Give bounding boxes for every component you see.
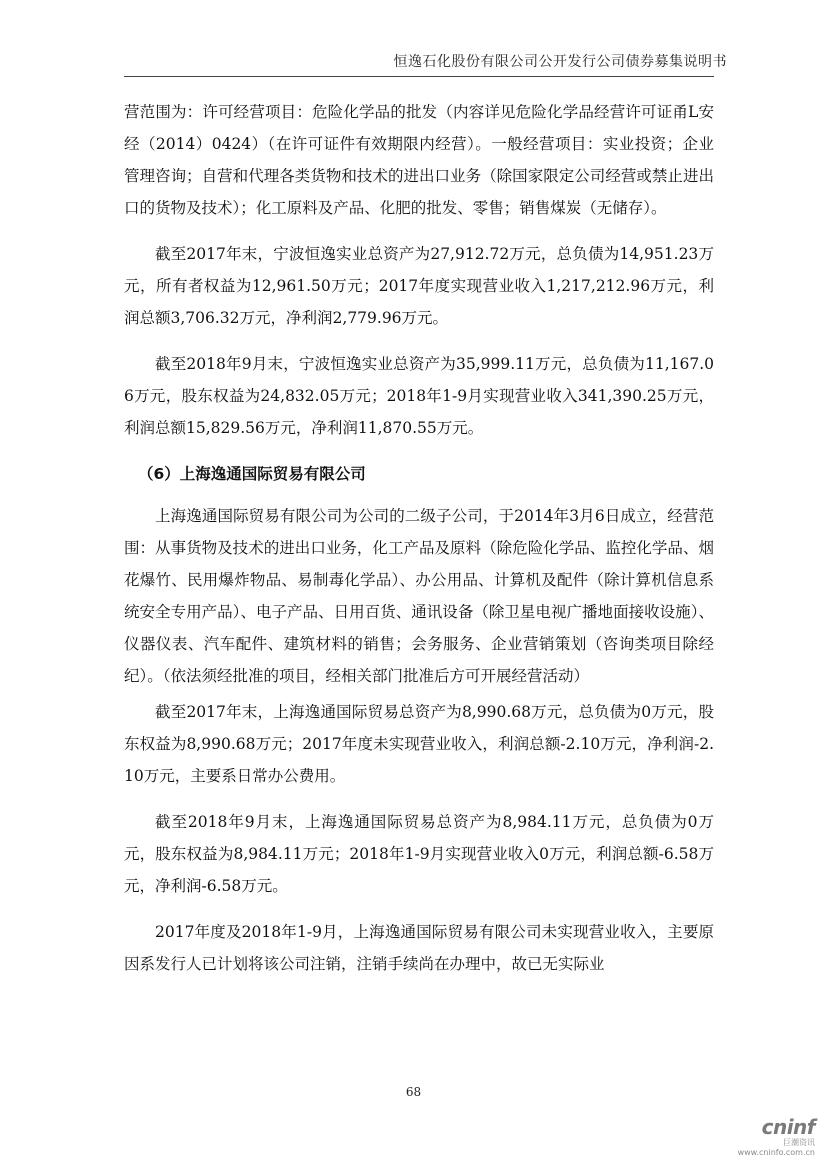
paragraph-business-scope-continued: 营范围为：许可经营项目：危险化学品的批发（内容详见危险化学品经营许可证甬L安经（2014）0424）（在许可证件有效期限内经营）。一般经营项目：实业投资；企业管理咨询；自营和代理各类货物和技术的进出口业务（除国家限定公司经营或禁止进出口的货物及技术）；化工原料及产品、化肥的批发、零售；销售煤炭（无储存）。	[124, 103, 714, 217]
paragraph-shanghai-2017-financials: 截至2017年末，上海逸通国际贸易总资产为8,990.68万元，总负债为0万元，股东权益为8,990.68万元；2017年度未实现营业收入，利润总额-2.10万元，净利润-2.10万元，主要系日常办公费用。	[124, 703, 714, 785]
paragraph-ningbo-2017-financials: 截至2017年末，宁波恒逸实业总资产为27,912.72万元，总负债为14,951.23万元，所有者权益为12,961.50万元；2017年度实现营业收入1,217,212.96万元，利润总额3,706.32万元，净利润2,779.96万元。	[124, 245, 714, 327]
cninfo-cn-name: 巨潮资讯	[783, 1138, 815, 1147]
cninfo-logo: cninf	[761, 1115, 815, 1139]
page-number: 68	[405, 1085, 422, 1099]
cninfo-watermark	[725, 1115, 815, 1157]
header-divider	[124, 76, 714, 77]
paragraph-ningbo-2018-financials: 截至2018年9月末，宁波恒逸实业总资产为35,999.11万元，总负债为11,167.06万元，股东权益为24,832.05万元；2018年1-9月实现营业收入341,390.25万元，利润总额15,829.56万元，净利润11,870.55万元。	[124, 355, 714, 437]
paragraph-shanghai-yitong-intro: 上海逸通国际贸易有限公司为公司的二级子公司，于2014年3月6日成立，经营范围：从事货物及技术的进出口业务，化工产品及原料（除危险化学品、监控化学品、烟花爆竹、民用爆炸物品、易制毒化学品）、办公用品、计算机及配件（除计算机信息系统安全专用产品）、电子产品、日用百货、通讯设备（除卫星电视广播地面接收设施）、仪器仪表、汽车配件、建筑材料的销售；会务服务、企业营销策划（咨询类项目除经纪）。（依法须经批准的项目，经相关部门批准后方可开展经营活动）	[124, 507, 714, 685]
cninfo-url: www.cninfo.com.cn	[737, 1148, 815, 1157]
paragraph-shanghai-2018-financials: 截至2018年9月末，上海逸通国际贸易总资产为8,984.11万元，总负债为0万元，股东权益为8,984.11万元；2018年1-9月实现营业收入0万元，利润总额-6.58万元，净利润-6.58万元。	[124, 813, 714, 895]
paragraph-shanghai-revenue-note: 2017年度及2018年1-9月，上海逸通国际贸易有限公司未实现营业收入，主要原因系发行人已计划将该公司注销，注销手续尚在办理中，故已无实际业	[124, 923, 714, 973]
page-body	[124, 96, 714, 994]
section-heading: （6）上海逸通国际贸易有限公司	[138, 465, 366, 483]
running-header: 恒逸石化股份有限公司公开发行公司债券募集说明书	[393, 54, 727, 70]
